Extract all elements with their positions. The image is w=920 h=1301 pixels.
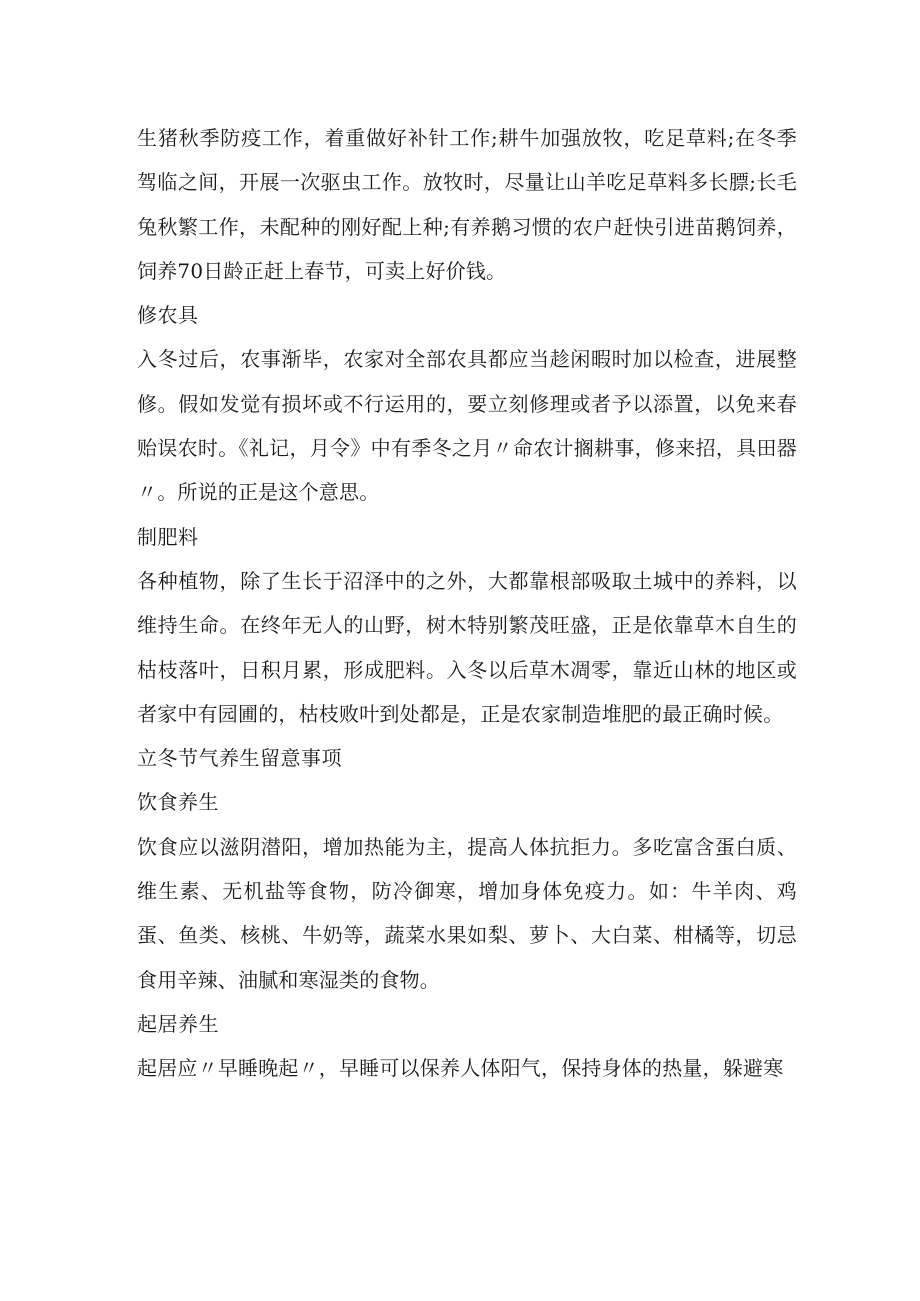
document-body [137,116,797,1091]
paragraph-repair-tools: 入冬过后，农事渐毕，农家对全部农具都应当趁闲暇时加以检查，进展整修。假如发觉有损坏或不行运用的，要立刻修理或者予以添置，以免来春贻误农时。《礼记，月令》中有季冬之月〃命农计搁耕事，修来招，具田器〃。所说的正是这个意思。 [137,347,797,505]
paragraph-livestock: 生猪秋季防疫工作，着重做好补针工作;耕牛加强放牧，吃足草料;在冬季驾临之间，开展一次驱虫工作。放牧时，尽量让山羊吃足草料多长膘;长毛兔秋繁工作，未配种的刚好配上种;有养鹅习惯的农户赶快引进苗鹅饲养，饲养70日龄正赶上春节，可卖上好价钱。 [137,126,797,283]
heading-daily-routine: 起居养生 [137,1011,219,1036]
heading-health-notes: 立冬节气养生留意事项 [137,746,342,771]
paragraph-diet: 饮食应以滋阴潜阳，增加热能为主，提高人体抗拒力。多吃富含蛋白质、维生素、无机盐等食物，防冷御寒，增加身体免疫力。如：牛羊肉、鸡蛋、鱼类、核桃、牛奶等，蔬菜水果如梨、萝卜、大白菜、柑橘等，切忌食用辛辣、油腻和寒湿类的食物。 [137,834,797,992]
heading-make-fertilizer: 制肥料 [137,524,199,549]
heading-diet: 饮食养生 [137,790,219,815]
paragraph-make-fertilizer: 各种植物，除了生长于沼泽中的之外，大都靠根部吸取土城中的养料，以维持生命。在终年无人的山野，树木特别繁茂旺盛，正是依靠草木自生的枯枝落叶，日积月累，形成肥料。入冬以后草木凋零，靠近山林的地区或者家中有园圃的，枯枝败叶到处都是，正是农家制造堆肥的最正确时候。 [137,568,797,726]
heading-repair-tools: 修农具 [137,303,199,328]
paragraph-daily-routine: 起居应〃早睡晚起〃，早睡可以保养人体阳气，保持身体的热量，躲避寒 [137,1056,784,1081]
